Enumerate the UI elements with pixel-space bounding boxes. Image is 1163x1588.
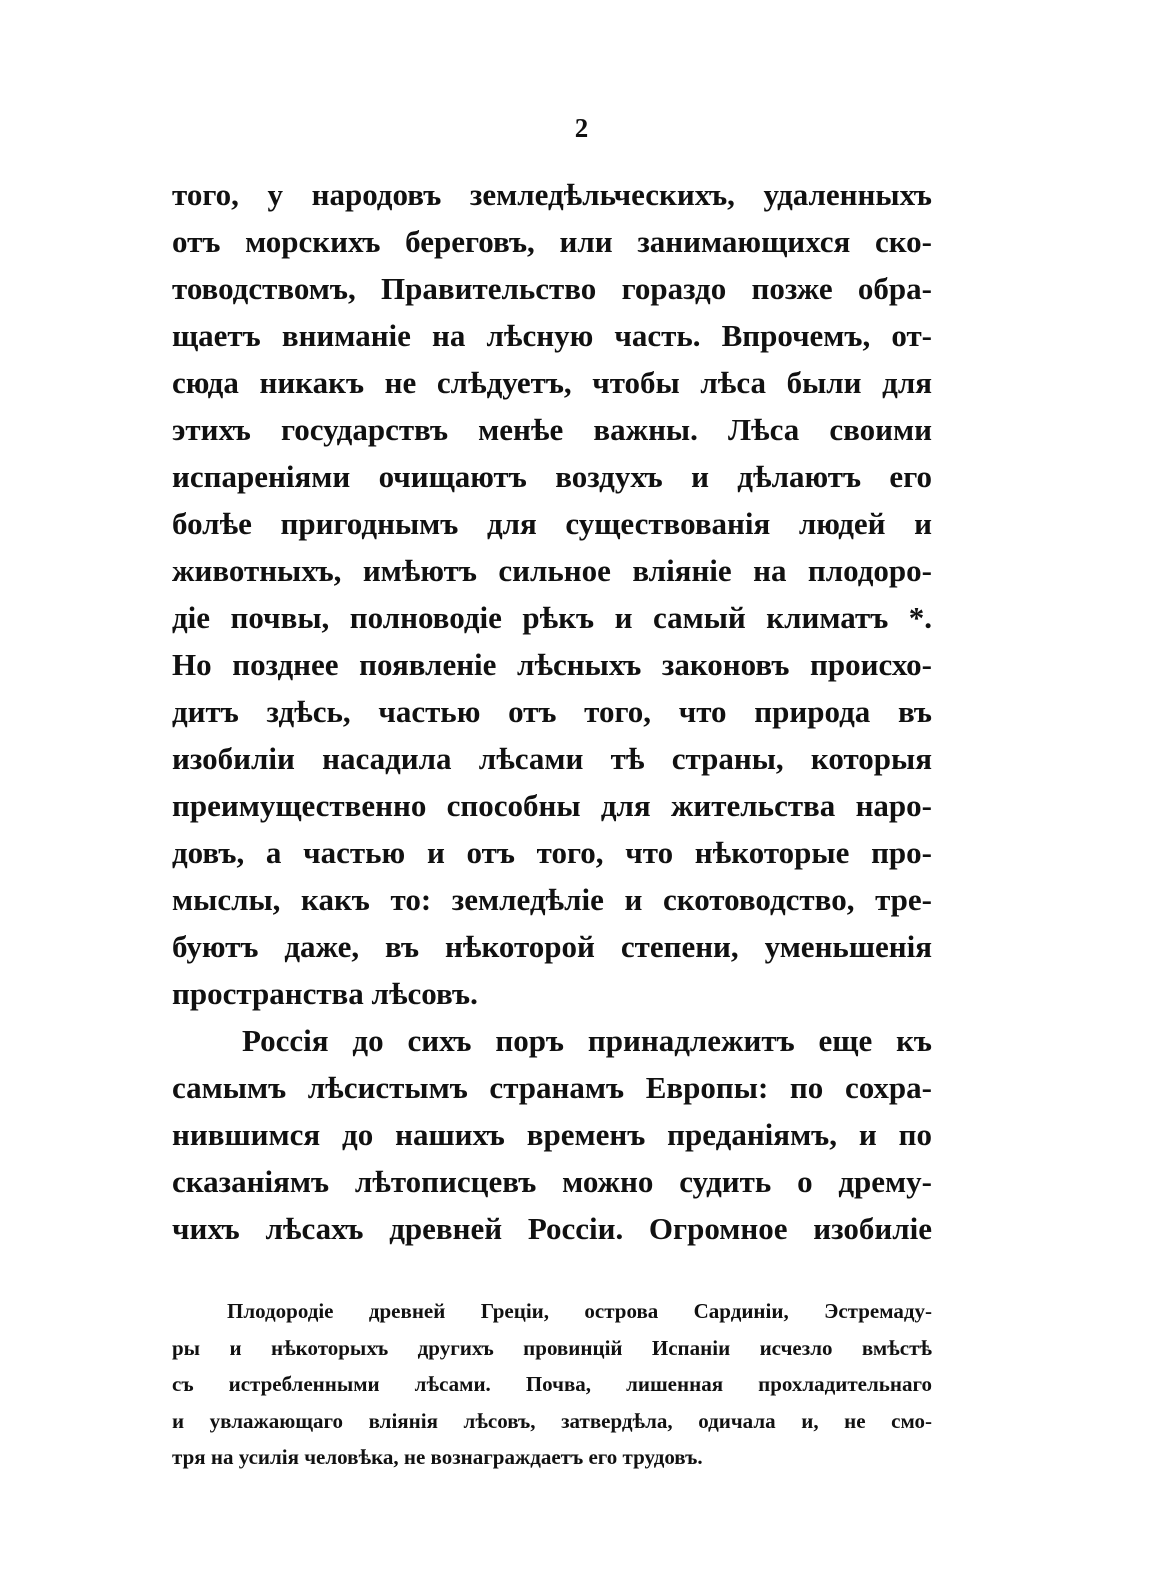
text-line: довъ, а частью и отъ того, что нѣкоторые про- [172,835,932,870]
text-line: самымъ лѣсистымъ странамъ Европы: по сохра- [172,1070,932,1105]
text-line: отъ морскихъ береговъ, или занимающихся ско- [172,224,932,259]
paragraph-2 [172,1017,932,1252]
text-line: товодствомъ, Правительство гораздо позже обра- [172,271,932,306]
text-line: буютъ даже, въ нѣкоторой степени, уменьшенія [172,929,932,964]
text-line: діе почвы, полноводіе рѣкъ и самый климатъ *. [172,600,932,635]
text-line: щаетъ вниманіе на лѣсную часть. Впрочемъ, от- [172,318,932,353]
footnote [172,1293,932,1476]
text-line: сюда никакъ не слѣдуетъ, чтобы лѣса были для [172,365,932,400]
text-line: Но позднее появленіе лѣсныхъ законовъ происхо- [172,647,932,682]
text-line: изобиліи насадила лѣсами тѣ страны, которыя [172,741,932,776]
text-line: мыслы, какъ то: земледѣліе и скотоводство, тре- [172,882,932,917]
footnote-line: тря на усилія человѣка, не вознаграждаетъ его трудовъ. [172,1445,703,1469]
main-text [172,171,932,1252]
text-line: чихъ лѣсахъ древней Россіи. Огромное изобиліе [172,1211,932,1246]
footnote-line: ры и нѣкоторыхъ другихъ провинцій Испаніи исчезло вмѣстѣ [172,1335,932,1360]
text-line: болѣе пригоднымъ для существованія людей и [172,506,932,541]
text-line: этихъ государствъ менѣе важны. Лѣса своими [172,412,932,447]
text-line: сказаніямъ лѣтописцевъ можно судить о дрему- [172,1164,932,1199]
paragraph-1 [172,171,932,1017]
text-line: дитъ здѣсь, частью отъ того, что природа въ [172,694,932,729]
text-line: преимущественно способны для жительства наро- [172,788,932,823]
text-line: животныхъ, имѣютъ сильное вліяніе на плодоро- [172,553,932,588]
footnote-line: Плодородіе древней Греціи, острова Сардиніи, Эстремаду- [227,1299,932,1323]
page-number: 2 [574,113,589,143]
text-line: нившимся до нашихъ временъ преданіямъ, и по [172,1117,932,1152]
text-line: пространства лѣсовъ. [172,976,478,1011]
footnote-line: съ истребленными лѣсами. Почва, лишенная прохладительнаго [172,1372,932,1396]
text-line: испареніями очищаютъ воздухъ и дѣлаютъ его [172,459,932,494]
footnote-line: и увлажающаго вліянія лѣсовъ, затвердѣла, одичала и, не смо- [172,1408,932,1433]
text-line: Россія до сихъ поръ принадлежитъ еще къ [242,1023,932,1058]
text-line: того, у народовъ земледѣльческихъ, удаленныхъ [172,177,932,212]
